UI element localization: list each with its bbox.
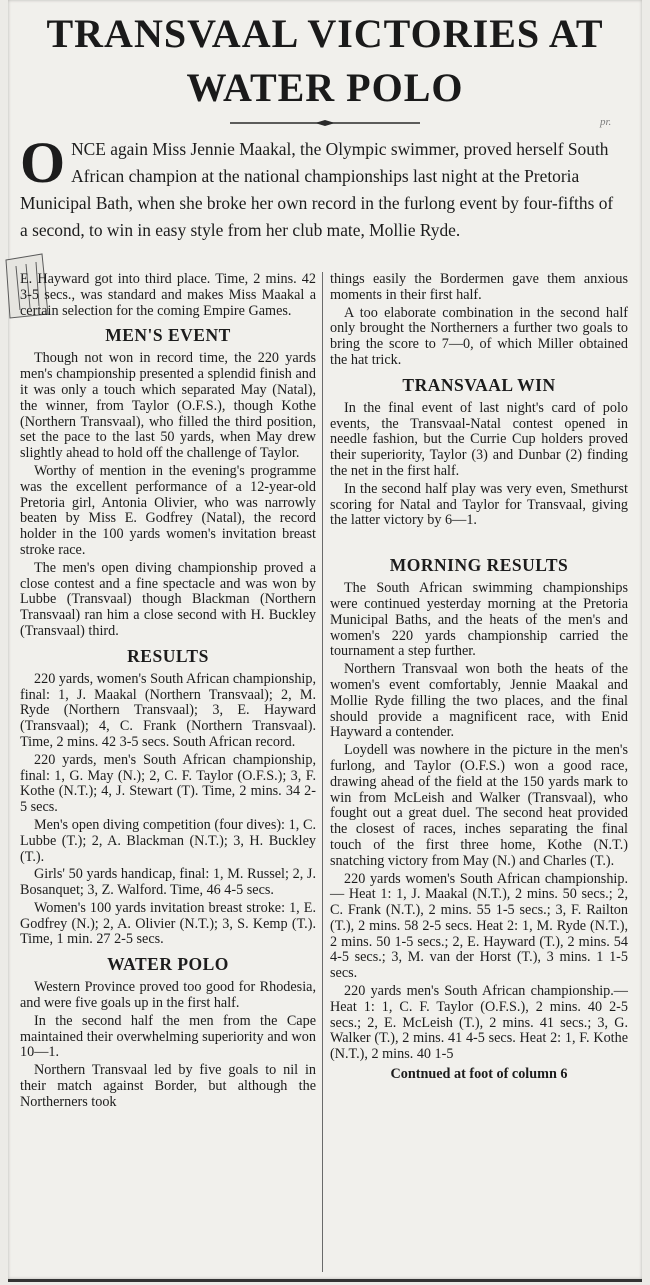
result-entry: 220 yards men's South African championship.—Heat 1: 1, C. F. Taylor (O.F.S.), 2 mins. 40 2-5 secs.; 2, E. McLeish (T.), 2 mins. 41 secs.; 3, G. Walker (T.), 2 mins. 41 4-5 secs. Heat 2: 1, F. Kothe (N.T.), 2 mins. 40 1-5 (330, 983, 628, 1063)
drop-cap: O (20, 130, 66, 195)
result-entry: Women's 100 yards invitation breast stroke: 1, E. Godfrey (N.); 2, A. Olivier (N.T.); 3, S. Kemp (T.). Time, 1 min. 27 2-5 secs. (20, 899, 316, 948)
paragraph: The South African swimming championships were continued yesterday morning at the Pretoria Municipal Baths, and the heats of the men's and women's 220 yards championship carried the tournament a step further. (330, 580, 628, 660)
paragraph: Though not won in record time, the 220 yards men's championship presented a splendid finish and it was only a touch which separated May (Natal), the winner, from Taylor (O.F.S.), though Kothe (Northern Transvaal), who filled the third position, set the pace to the last 50 yards, when May drew slightly ahead to hold off the challenge of Taylor. (20, 350, 316, 462)
column-divider (322, 272, 323, 1272)
result-entry: 220 yards, men's South African championship, final: 1, G. May (N.); 2, C. F. Taylor (O.F.S.); 3, F. Kothe (N.T.); 4, J. Stewart (T). Time, 2 mins. 34 2-5 secs. (20, 751, 316, 816)
paragraph: Worthy of mention in the evening's programme was the excellent performance of a 12-year-old Pretoria girl, Antonia Olivier, who was narrowly beaten by Miss E. Godfrey (Natal), the record holder in the 100 yards women's invitation breast stroke race. (20, 462, 316, 558)
paragraph: Loydell was nowhere in the picture in the men's furlong, and Taylor (O.F.S.) won a good race, drawing ahead of the field at the 150 yards mark to win from McLeish and Walker (Transvaal), who fought out a great duel. The second heat provided the closest of races, inches separating the final touch of the first three home, Kothe (N.T.) snatching victory from May (N.) and Charles (T.). (330, 742, 628, 869)
subheading-results: RESULTS (127, 645, 209, 666)
paragraph: In the final event of last night's card of polo events, the Transvaal-Natal contest opened in needle fashion, but the Currie Cup holders proved their superiority, Taylor (3) and Dunbar (2) finding the net in the first half. (330, 399, 628, 479)
ornamental-rule (230, 120, 420, 126)
headline-line-2: WATER POLO (186, 65, 464, 110)
paragraph: Northern Transvaal won both the heats of the women's event comfortably, Jennie Maakal and Mollie Ryde filling the two places, and the final should provide a magnificent race, with Enid Hayward a contender. (330, 661, 628, 741)
intro-text: NCE again Miss Jennie Maakal, the Olympic swimmer, proved herself South African champion at the national championships last night at the Pretoria Municipal Bath, when she broke her own record in the furlong event by four-fifths of a second, to win in easy style from her club mate, Mollie Ryde. (20, 139, 614, 240)
paragraph: E. Hayward got into third place. Time, 2 mins. 42 3-5 secs., was standard and makes Miss Maakal a certain selection for the coming Empire Games. (20, 271, 316, 319)
paragraph: The men's open diving championship proved a close contest and a fine spectacle and was won by Lubbe (Transvaal) though Blackman (Northern Transvaal) ran him a close second with H. Buckley (Transvaal) third. (20, 559, 316, 639)
headline-line-1: TRANSVAAL VICTORIES AT (46, 11, 604, 56)
subheading-transvaal-win: TRANSVAAL WIN (402, 374, 556, 395)
intro-paragraph (20, 130, 620, 244)
continued-note: Contnued at foot of column 6 (390, 1066, 568, 1083)
subheading-water-polo: WATER POLO (107, 954, 229, 975)
result-entry: Men's open diving competition (four dives): 1, C. Lubbe (T.); 2, A. Blackman (N.T.); 3, H. Buckley (T.). (20, 816, 316, 865)
pencil-mark: pr. (600, 116, 612, 128)
paragraph: Northern Transvaal led by five goals to nil in their match against Border, but although the Northerners took (20, 1062, 316, 1110)
left-column (20, 272, 316, 1113)
paragraph: things easily the Bordermen gave them anxious moments in their first half. (330, 271, 628, 303)
right-column (330, 272, 628, 1083)
subheading-mens-event: MEN'S EVENT (105, 325, 231, 346)
paragraph: In the second half the men from the Cape maintained their overwhelming superiority and won 10—1. (20, 1012, 316, 1061)
subheading-morning-results: MORNING RESULTS (389, 555, 569, 576)
result-entry: 220 yards, women's South African championship, final: 1, J. Maakal (Northern Transvaal); 2, M. Ryde (Northern Transvaal); 3, E. Hayward (Transvaal); 4, C. Frank (Northern Transvaal). Time, 2 mins. 42 3-5 secs. South African record. (20, 670, 316, 750)
paragraph: A too elaborate combination in the second half only brought the Northerners a further two goals to bring the score to 7—0, of which Miller obtained the hat trick. (330, 304, 628, 368)
result-entry: 220 yards women's South African championship.— Heat 1: 1, J. Maakal (N.T.), 2 mins. 50 secs.; 2, C. Frank (N.T.), 2 mins. 55 1-5 secs.; 3, F. Railton (T.), 2 mins. 58 2-5 secs. Heat 2: 1, M. Ryde (N.T.), 2 mins. 50 1-5 secs.; 2, E. Hayward (T.), 2 mins. 54 4-5 secs.; 3, M. van der Horst (T.), 3 mins. 1 1-5 secs. (330, 870, 628, 982)
paragraph: In the second half play was very even, Smethurst scoring for Natal and Taylor for Transvaal, giving the latter victory by 6—1. (330, 480, 628, 529)
bottom-rule (8, 1279, 642, 1282)
paragraph: Western Province proved too good for Rhodesia, and were five goals up in the first half. (20, 979, 316, 1012)
result-entry: Girls' 50 yards handicap, final: 1, M. Russel; 2, J. Bosanquet; 3, Z. Walford. Time, 46 4-5 secs. (20, 866, 316, 899)
